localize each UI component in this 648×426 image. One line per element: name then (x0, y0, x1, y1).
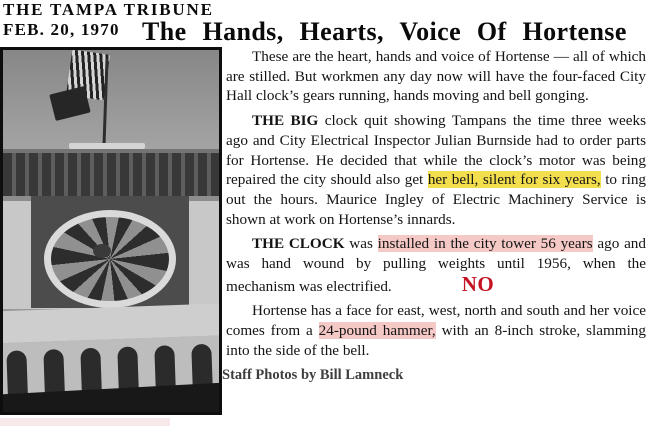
article-paragraph (226, 234, 646, 296)
text-segment: Hortense has a face for east, west, north and south and her voice comes from a (226, 302, 646, 340)
text-segment: clock quit showing Tampans the time three weeks ago and City Electrical Inspector Julian Burnside had to order parts for Hortense. He decided that while the clock’s motor was being repaired the city should also get (226, 112, 646, 189)
scan-artifact (0, 418, 170, 426)
text-segment: with an 8-inch stroke, slamming into the side of the bell. (226, 322, 646, 359)
photo-dismantled-clock-face (44, 210, 176, 308)
photo-cornice (3, 149, 219, 201)
city-hall-clock-photo (0, 47, 222, 415)
article-column (222, 47, 647, 385)
article-paragraph (226, 301, 646, 360)
text-segment: her bell, silent for six years, (427, 171, 601, 189)
text-segment: 24-pound hammer, (318, 322, 436, 340)
text-segment: THE CLOCK (252, 235, 345, 253)
photo-clock-recess (31, 196, 189, 308)
text-segment: installed in the city tower 56 years (377, 235, 593, 253)
article-paragraph (226, 111, 646, 229)
photo-sky (3, 50, 219, 150)
article-headline: The Hands, Hearts, Voice Of Hortense (142, 17, 627, 46)
photo-credit: Staff Photos by Bill Lamneck (222, 366, 404, 383)
article-body (226, 47, 646, 361)
text-segment: THE BIG (252, 112, 319, 130)
publication-name: THE TAMPA TRIBUNE (3, 0, 214, 19)
text-segment: These are the heart, hands and voice of Hortense — all of which are stilled. But workmen any day now will have the four-faced City Hall clock’s gears running, hands moving and bell gonging. (226, 48, 646, 105)
text-segment: ago and was hand wound by pulling weights until 1956, when the mechanism was electrified. (226, 235, 646, 295)
article-paragraph (226, 47, 646, 106)
handwritten-no-annotation: NO (461, 271, 495, 296)
photo-clock-hub (93, 244, 111, 258)
text-segment: was (344, 235, 378, 253)
publication-date: FEB. 20, 1970 (3, 20, 120, 39)
text-segment: to ring out the hours. Maurice Ingley of Electric Machinery Service is shown at work on Hortense’s innards. (226, 171, 647, 228)
